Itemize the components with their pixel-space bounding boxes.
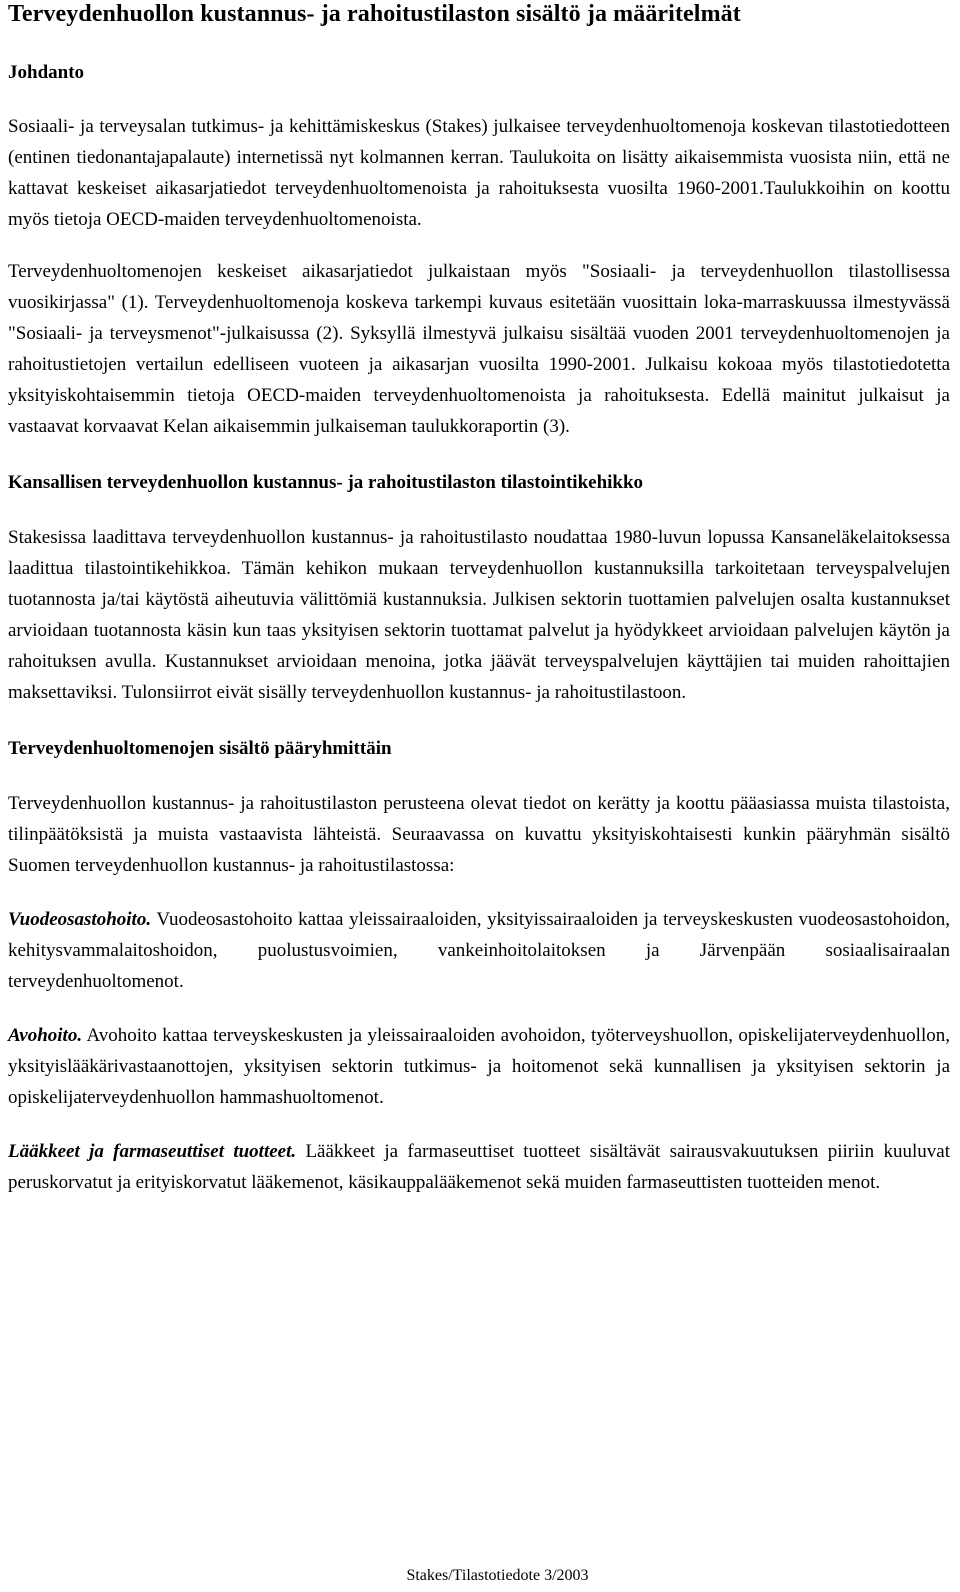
section-contents-paragraph: Terveydenhuollon kustannus- ja rahoitustilaston perusteena olevat tiedot on kerätty ja koottu pääasiassa muista tilastoista, tilinpäätöksistä ja muista vastaavista lähteistä. Seuraavassa on kuvattu yksityiskohtaisesti kunkin pääryhmän sisältö Suomen terveydenhuollon kustannus- ja rahoitustilastossa: bbox=[8, 793, 950, 876]
section-framework-heading: Kansallisen terveydenhuollon kustannus- ja rahoitustilaston tilastointikehikko bbox=[8, 472, 644, 493]
intro-paragraph-2: Terveydenhuoltomenojen keskeiset aikasarjatiedot julkaistaan myös "Sosiaali- ja terveydenhuollon tilastollisessa vuosikirjassa" (1). Terveydenhuoltomenoja koskeva tarkempi kuvaus esitetään vuosittain loka-marraskuussa ilmestyvässä "Sosiaali- ja terveysmenot"-julkaisussa (2). Syksyllä ilmestyvä julkaisu sisältää vuoden 2001 terveydenhuoltomenojen ja rahoitustietojen vertailun edelliseen vuoteen ja aikasarjan vuosilta 1990-2001. Julkaisu kokoaa myös tilastotiedotetta yksityiskohtaisemmin tietoja OECD-maiden terveydenhuoltomenoista ja rahoituksesta. Edellä mainitut julkaisut ja vastaavat korvaavat Kelan aikaisemmin julkaiseman taulukkoraportin (3). bbox=[8, 261, 950, 437]
intro-heading: Johdanto bbox=[8, 62, 85, 83]
definition-text: Avohoito kattaa terveyskeskusten ja yleissairaaloiden avohoidon, työterveyshuollon, opiskelijaterveydenhuollon, yksityislääkärivastaanottojen, yksityisen sektorin tutkimus- ja hoitomenot sekä kunnallisen ja yksityisen sektorin ja opiskelijaterveydenhuollon hammashuoltomenot. bbox=[8, 1025, 950, 1108]
intro-paragraph-1: Sosiaali- ja terveysalan tutkimus- ja kehittämiskeskus (Stakes) julkaisee terveydenhuoltomenoja koskevan tilastotiedotteen (entinen tiedonantajapalaute) internetissä nyt kolmannen kerran. Taulukoita on lisätty aikaisemmista vuosista niin, että ne kattavat keskeiset aikasarjatiedot terveydenhuoltomenoista ja rahoituksesta vuosilta 1960-2001.Taulukkoihin on koottu myös tietoja OECD-maiden terveydenhuoltomenoista. bbox=[8, 116, 950, 230]
definition-term: Avohoito. bbox=[8, 1025, 83, 1046]
definition-laakkeet bbox=[8, 1136, 950, 1198]
definition-avohoito bbox=[8, 1020, 950, 1113]
section-framework-paragraph: Stakesissa laadittava terveydenhuollon kustannus- ja rahoitustilasto noudattaa 1980-luvun lopussa Kansaneläkelaitoksessa laadittua tilastointikehikkoa. Tämän kehikon mukaan terveydenhuollon kustannuksilla tarkoitetaan terveyspalvelujen tuotannosta ja/tai käytöstä aiheutuvia välittömiä kustannuksia. Julkisen sektorin tuottamien palvelujen osalta kustannukset arvioidaan tuotannosta käsin kun taas yksityisen sektorin tuottamat palvelut ja hyödykkeet arvioidaan palvelujen käytön ja rahoituksen avulla. Kustannukset arvioidaan menoina, jotka jäävät terveyspalvelujen käyttäjien tai muiden rahoittajien maksettaviksi. Tulonsiirrot eivät sisälly terveydenhuollon kustannus- ja rahoitustilastoon. bbox=[8, 527, 950, 703]
definition-text: Vuodeosastohoito kattaa yleissairaaloiden, yksityissairaaloiden ja terveyskeskusten vuodeosastohoidon, kehitysvammalaitoshoidon, puolustusvoimien, vankeinhoitolaitoksen ja Järvenpään sosiaalisairaalan terveydenhuoltomenot. bbox=[8, 909, 950, 992]
definition-vuodeosastohoito bbox=[8, 904, 950, 997]
footer-text: Stakes/Tilastotiedote 3/2003 bbox=[406, 1567, 589, 1584]
definition-text: Lääkkeet ja farmaseuttiset tuotteet sisältävät sairausvakuutuksen piiriin kuuluvat peruskorvatut ja erityiskorvatut lääkemenot, käsikauppalääkemenot sekä muiden farmaseuttisten tuotteiden menot. bbox=[8, 1141, 950, 1193]
definition-term: Lääkkeet ja farmaseuttiset tuotteet. bbox=[8, 1141, 297, 1162]
section-contents-heading: Terveydenhuoltomenojen sisältö pääryhmittäin bbox=[8, 738, 392, 759]
page-title: Terveydenhuollon kustannus- ja rahoitustilaston sisältö ja määritelmät bbox=[8, 1, 741, 27]
page-footer bbox=[0, 1566, 960, 1586]
definition-term: Vuodeosastohoito. bbox=[8, 909, 152, 930]
